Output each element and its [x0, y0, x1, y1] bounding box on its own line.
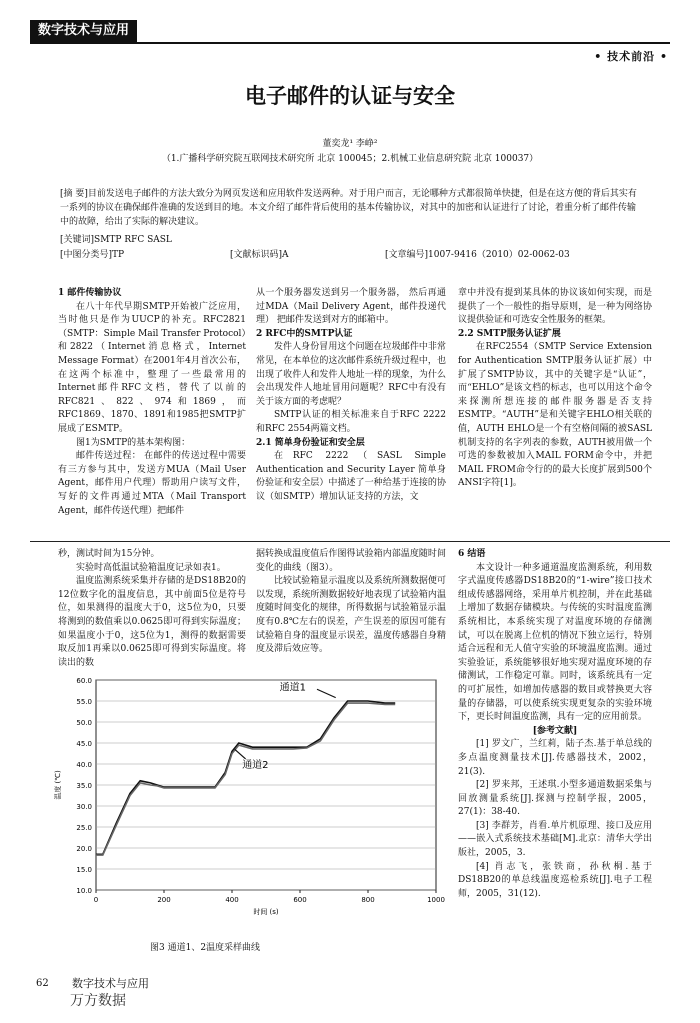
temperature-chart — [48, 672, 448, 932]
article-number: [文章编号]1007-9416（2010）02-0062-03 — [385, 250, 570, 260]
paragraph: 在RFC2554（SMTP Service Extension for Authentication SMTP服务认证扩展）中扩展了SMTP协议，其中的关键字是“认证”，而“EHLO”是该文档的标志，也可以用这个命令来探测所想连接的邮件服务器是否支持ESMTP。“AUTH”是和关键字EHLO相关联的值，AUTH EHLO是一个有空格间隔的被SASL机制支持的名字列表的参数，AUTH被用做一个可选的参数被加入MAIL FORM命令中，并把MAIL FROM命令行的的最大长度扩展到500个ANSI字符[1]。 — [458, 342, 652, 489]
paragraph-continued: 从一个服务器发送到另一个服务器， 然后再通过MDA（Mail Delivery Agent，邮件投递代理） 把邮件发送到对方的邮箱中。 — [256, 288, 446, 326]
x-tick-label: 400 — [225, 896, 239, 904]
paragraph: 邮件传送过程： 在邮件的传送过程中需要有三方参与其中，发送方MUA（Mail User Agent，邮件用户代理）帮助用户读写文件，写好的文件再通过MTA（Mail Transport Agent，邮件传送代理）把邮件 — [58, 451, 246, 516]
paragraph: 图1为SMTP的基本架构图： — [76, 437, 191, 448]
y-tick-label: 35.0 — [76, 782, 92, 790]
paragraph-continued: 秒，测试时间为15分钟。 — [58, 549, 160, 559]
bottom-column-1 — [58, 548, 246, 670]
section-heading: 2 RFC中的SMTP认证 — [256, 328, 353, 339]
y-tick-label: 30.0 — [76, 803, 92, 811]
section-heading: 6 结语 — [458, 549, 486, 559]
y-tick-label: 45.0 — [76, 740, 92, 748]
reference-item: [1] 罗文广，兰红莉，陆子杰.基于单总线的多点温度测量技术[J].传感器技术，2002，21(3). — [458, 739, 652, 777]
references-heading: [参考文献] — [532, 725, 578, 736]
y-tick-label: 60.0 — [76, 677, 92, 685]
y-tick-label: 50.0 — [76, 719, 92, 727]
x-tick-label: 0 — [93, 896, 99, 904]
page-number: 62 — [36, 978, 49, 989]
affiliation: （1.广播科学研究院互联网技术研究所 北京 100045；2.机械工业信息研究院 北京 100037） — [161, 154, 539, 164]
y-axis-label: 温度 (℃) — [54, 770, 62, 800]
y-tick-label: 15.0 — [76, 866, 92, 874]
bottom-column-3 — [458, 548, 652, 958]
x-tick-label: 600 — [293, 896, 307, 904]
header-rule — [30, 42, 670, 44]
x-axis-label: 时间 (s) — [253, 908, 279, 916]
abstract: [摘 要]目前发送电子邮件的方法大致分为网页发送和应用软件发送两种。对于用户而言，无论哪种方式都很简单快捷，但是在这方便的背后其实有一系列的协议在确保邮件准确的发送到目的地。本文介绍了邮件背后使用的基本传输协议，对其中的加密和认证进行了讨论，着重分析了邮件传输中的故障，给出了实际的解决建议。 — [60, 189, 637, 227]
top-column-3 — [458, 287, 652, 537]
chart-svg — [48, 672, 448, 932]
y-tick-label: 55.0 — [76, 698, 92, 706]
section-divider — [30, 541, 670, 542]
paragraph: SMTP认证的相关标准来自于RFC 2222和RFC 2554两篇文档。 — [256, 410, 446, 434]
reference-item: [4] 肖志飞，张铁商，孙秋桐.基于DS18B20的单总线温度巡检系统[J].电子工程师，2005，31(12). — [458, 861, 652, 899]
top-column-2 — [256, 287, 446, 537]
paper-title: 电子邮件的认证与安全 — [245, 84, 455, 108]
y-tick-label: 20.0 — [76, 845, 92, 853]
column-tag: • 技术前沿 • — [594, 50, 668, 63]
paragraph: 发件人身份冒用这个问题在垃圾邮件中非常常见，在本单位的这次邮件系统升级过程中，也出现了收件人和发件人地址一样的现象，为什么会出现发件人地址冒用问题呢？RFC中有没有关于该方面的考虑呢？ — [256, 342, 446, 407]
paragraph-continued: 据转换成温度值后作图得试验箱内部温度随时间变化的曲线（图3）。 — [256, 549, 446, 573]
doc-code: [文献标识码]A — [230, 250, 289, 260]
figure-caption: 图3 通道1、2温度采样曲线 — [150, 943, 261, 953]
y-tick-label: 25.0 — [76, 824, 92, 832]
reference-item: [2] 罗来邦，王述琪.小型多通道数据采集与回放测量系统[J].探测与控制学报，2005，27(1)：38-40. — [458, 780, 652, 818]
top-column-1 — [58, 287, 246, 537]
paragraph: 比较试验箱显示温度以及系统所测数据便可以发现，系统所测数据较好地表现了试验箱内温度随时间变化的规律，所得数据与试验箱显示温度有0.8℃左右的误差，产生误差的原因可能有试验箱自身的温度显示误差，温度传感器自身精度及滞后效应等。 — [256, 576, 446, 655]
watermark: 万方数据 — [70, 993, 126, 1009]
x-tick-label: 1000 — [427, 896, 445, 904]
reference-item: [3] 李群芳，肖看.单片机原理、接口及应用——嵌入式系统技术基础[M].北京：清华大学出版社，2005，3. — [458, 820, 652, 859]
footer-journal: 数字技术与应用 — [72, 977, 149, 990]
paragraph: 在RFC 2222（SASL Simple Authentication and Security Layer 简单身份验证和安全层）中描述了一种给基于连接的协议（如SMTP）增加认证支持的方法，文 — [256, 451, 446, 502]
section-heading: 1 邮件传输协议 — [58, 288, 122, 298]
y-tick-label: 10.0 — [76, 887, 92, 895]
clc-number: [中图分类号]TP — [60, 250, 125, 260]
paragraph: 本文设计一种多通道温度监测系统，利用数字式温度传感器DS18B20的“1-wire”接口技术组成传感器网络，采用单片机控制，并在此基础上增加了数据存储模块。与传统的实时温度监测系统相比，本系统实现了对温度环境的存储测试，可以在脱离上位机的情况下独立运行，特别适合远程和无人值守实验的环境温度监测。通过实验验证，系统能够很好地实现对温度环境的存储测试，工作稳定可靠。同时，该系统具有一定的可扩展性，如增加传感器的数目或替换更大容量的存储器，可以使系统实现更复杂的实验环境下，更长时间温度监测，具有一定的应用前景。 — [458, 562, 652, 723]
keywords: [关键词]SMTP RFC SASL — [60, 235, 172, 245]
authors: 董奕龙¹ 李峥² — [322, 139, 378, 149]
paragraph: 温度监测系统采集并存储的是DS18B20的12位数字化的温度信息，其中前面5位是符号位，如果测得的温度大于0，这5位为0，只要将测到的数值乘以0.0625即可得到实际温度；如果温度小于0，这5位为1，测得的数据需要取反加1再乘以0.0625即可得到实际温度。将读出的数 — [58, 576, 246, 668]
annotation-channel-2: 通道2 — [242, 760, 269, 772]
paragraph-continued: 章中并没有提到某具体的协议该如何实现，而是提供了一个一般性的指导原则，是一种为网络协议提供验证和可选安全性服务的框架。 — [458, 288, 652, 326]
y-tick-label: 40.0 — [76, 761, 92, 769]
section-heading: 2.2 SMTP服务认证扩展 — [458, 328, 561, 339]
section-tag: 数字技术与应用 — [30, 20, 137, 42]
section-heading: 2.1 简单身份验证和安全层 — [256, 437, 365, 448]
bottom-column-2 — [256, 548, 446, 670]
x-tick-label: 200 — [157, 896, 171, 904]
paragraph: 在八十年代早期SMTP开始被广泛应用，当时他只是作为UUCP的补充。RFC2821（SMTP：Simple Mail Transfer Protocol）和2822（Internet消息格式，Internet Message Format）在2001年4月首次公布，在这两个标准中，整理了一些最常用的Internet邮件RFC文档，替代了以前的RFC821、822、974和1869，而RFC1869、1870、1891和1985把SMTP扩展成了ESMTP。 — [58, 301, 246, 434]
x-tick-label: 800 — [361, 896, 375, 904]
annotation-channel-1: 通道1 — [279, 682, 306, 694]
paragraph: 实验时高低温试验箱温度记录如表1。 — [76, 562, 226, 573]
